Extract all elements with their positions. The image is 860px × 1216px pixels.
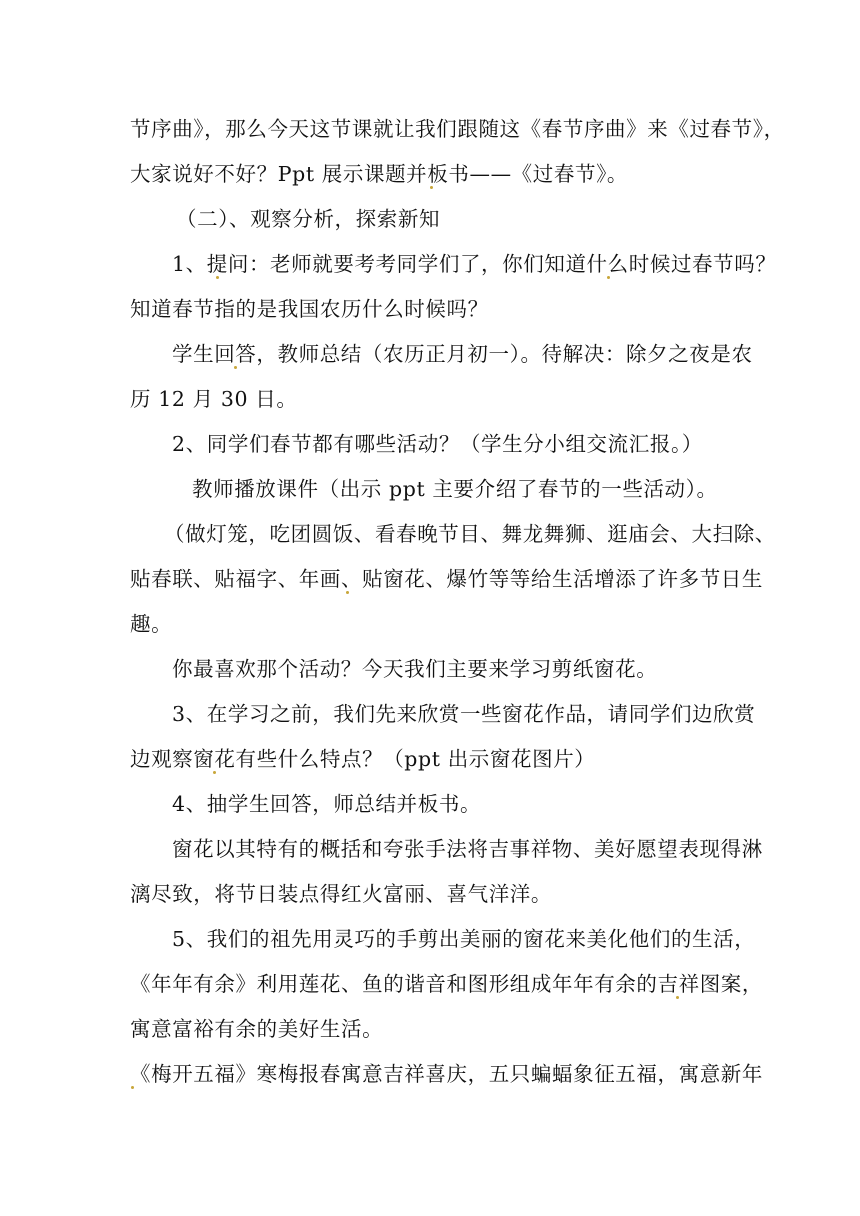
paragraph-line-18: 漓尽致，将节日装点得红火富丽、喜气洋洋。 <box>130 882 552 906</box>
annotation-dot <box>234 366 237 369</box>
paragraph-line-15: 边观察窗花有些什么特点？（ppt 出示窗花图片） <box>130 747 596 771</box>
paragraph-line-20: 《年年有余》利用莲花、鱼的谐音和图形组成年年有余的吉祥图案， <box>130 972 763 996</box>
paragraph-line-17: 窗花以其特有的概括和夸张手法将吉事祥物、美好愿望表现得淋 <box>172 837 763 861</box>
annotation-dot <box>346 591 349 594</box>
paragraph-line-19: 5、我们的祖先用灵巧的手剪出美丽的窗花来美化他们的生活， <box>172 927 756 951</box>
paragraph-line-16: 4、抽学生回答，师总结并板书。 <box>172 792 482 816</box>
paragraph-line-21: 寓意富裕有余的美好生活。 <box>130 1017 384 1041</box>
paragraph-line-2: 大家说好不好？Ppt 展示课题并板书——《过春节》。 <box>130 162 629 186</box>
paragraph-line-13: 你最喜欢那个活动？今天我们主要来学习剪纸窗花。 <box>172 657 658 681</box>
paragraph-line-11: 贴春联、贴福字、年画、贴窗花、爆竹等等给生活增添了许多节日生 <box>130 567 763 591</box>
annotation-dot <box>607 276 610 279</box>
paragraph-line-6: 学生回答，教师总结（农历正月初一）。待解决：除夕之夜是农 <box>172 342 753 366</box>
paragraph-line-8: 2、同学们春节都有哪些活动？（学生分小组交流汇报。） <box>172 432 703 456</box>
paragraph-line-12: 趣。 <box>130 612 173 636</box>
paragraph-line-7: 历 12 月 30 日。 <box>130 387 298 411</box>
paragraph-line-22: 《梅开五福》寒梅报春寓意吉祥喜庆，五只蝙蝠象征五福，寓意新年 <box>130 1062 763 1086</box>
paragraph-line-5: 知道春节指的是我国农历什么时候吗？ <box>130 297 489 321</box>
annotation-dot <box>213 771 216 774</box>
paragraph-line-9: 教师播放课件（出示 ppt 主要介绍了春节的一些活动）。 <box>192 477 718 501</box>
paragraph-line-10: （做灯笼，吃团圆饭、看春晚节目、舞龙舞狮、逛庙会、大扫除、 <box>164 522 776 546</box>
annotation-dot <box>430 186 433 189</box>
paragraph-line-4: 1、提问：老师就要考考同学们了，你们知道什么时候过春节吗？ <box>172 252 777 276</box>
paragraph-line-14: 3、在学习之前，我们先来欣赏一些窗花作品，请同学们边欣赏 <box>172 702 756 726</box>
paragraph-line-1: 节序曲》，那么今天这节课就让我们跟随这《春节序曲》来《过春节》， <box>130 117 785 141</box>
annotation-dot <box>676 996 679 999</box>
section-heading: （二）、观察分析，探索新知 <box>176 207 441 231</box>
annotation-dot <box>131 1086 134 1089</box>
annotation-dot <box>216 276 219 279</box>
